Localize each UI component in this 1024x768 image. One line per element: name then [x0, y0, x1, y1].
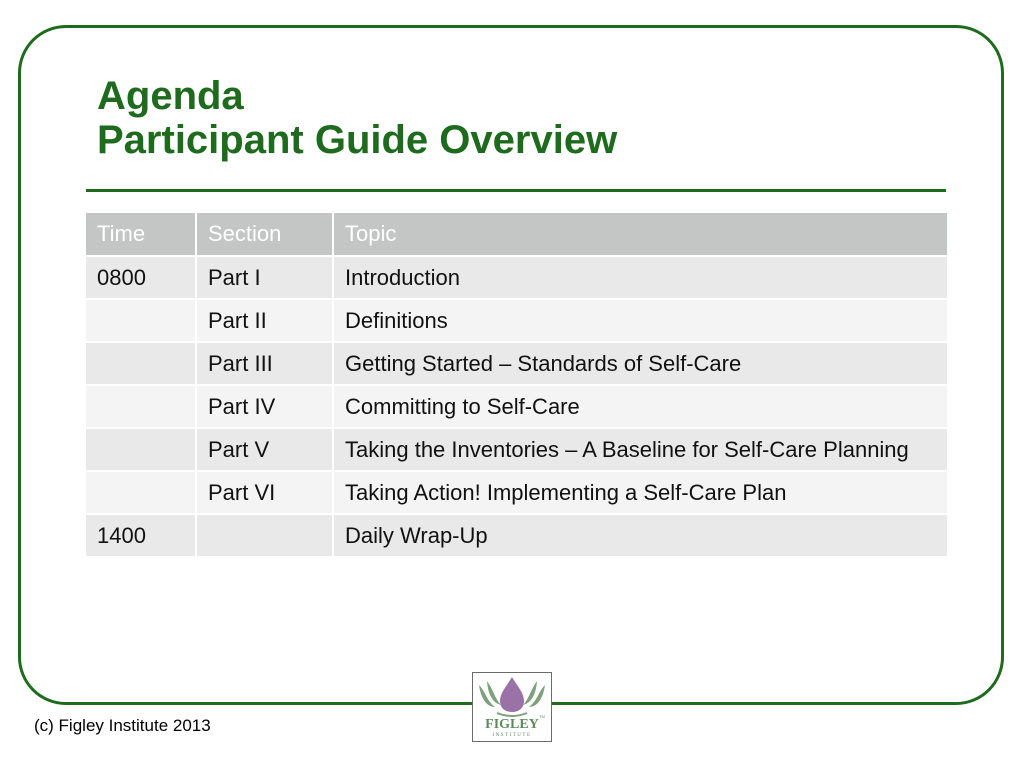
table-row — [86, 514, 947, 557]
cell-time — [86, 385, 196, 428]
cell-section: Part IV — [196, 385, 333, 428]
title-line-overview: Participant Guide Overview — [97, 118, 618, 162]
title-underline — [86, 189, 946, 192]
cell-topic: Taking the Inventories – A Baseline for Self-Care Planning — [333, 428, 947, 471]
cell-time — [86, 471, 196, 514]
logo-wordmark: FIGLEY — [485, 717, 539, 732]
header-time: Time — [86, 213, 196, 256]
cell-section: Part V — [196, 428, 333, 471]
cell-section: Part III — [196, 342, 333, 385]
cell-time — [86, 299, 196, 342]
lotus-logo-icon — [473, 673, 551, 741]
table-row — [86, 299, 947, 342]
cell-time — [86, 428, 196, 471]
cell-topic: Daily Wrap-Up — [333, 514, 947, 557]
logo-subtitle: INSTITUTE — [492, 733, 532, 738]
copyright-footer: (c) Figley Institute 2013 — [34, 716, 211, 735]
cell-topic: Committing to Self-Care — [333, 385, 947, 428]
header-topic: Topic — [333, 213, 947, 256]
cell-topic: Definitions — [333, 299, 947, 342]
figley-institute-logo — [472, 672, 552, 742]
table-row — [86, 256, 947, 299]
table-row — [86, 385, 947, 428]
cell-time: 1400 — [86, 514, 196, 557]
table-header-row — [86, 213, 947, 256]
cell-topic: Taking Action! Implementing a Self-Care Plan — [333, 471, 947, 514]
cell-section — [196, 514, 333, 557]
cell-time — [86, 342, 196, 385]
cell-topic: Getting Started – Standards of Self-Care — [333, 342, 947, 385]
table-row — [86, 428, 947, 471]
cell-section: Part II — [196, 299, 333, 342]
cell-topic: Introduction — [333, 256, 947, 299]
table-row — [86, 471, 947, 514]
cell-section: Part VI — [196, 471, 333, 514]
agenda-table — [86, 213, 947, 558]
slide-title — [97, 74, 617, 162]
title-line-agenda: Agenda — [97, 74, 244, 118]
table-row — [86, 342, 947, 385]
cell-time: 0800 — [86, 256, 196, 299]
logo-trademark: TM — [539, 714, 545, 719]
cell-section: Part I — [196, 256, 333, 299]
header-section: Section — [196, 213, 333, 256]
